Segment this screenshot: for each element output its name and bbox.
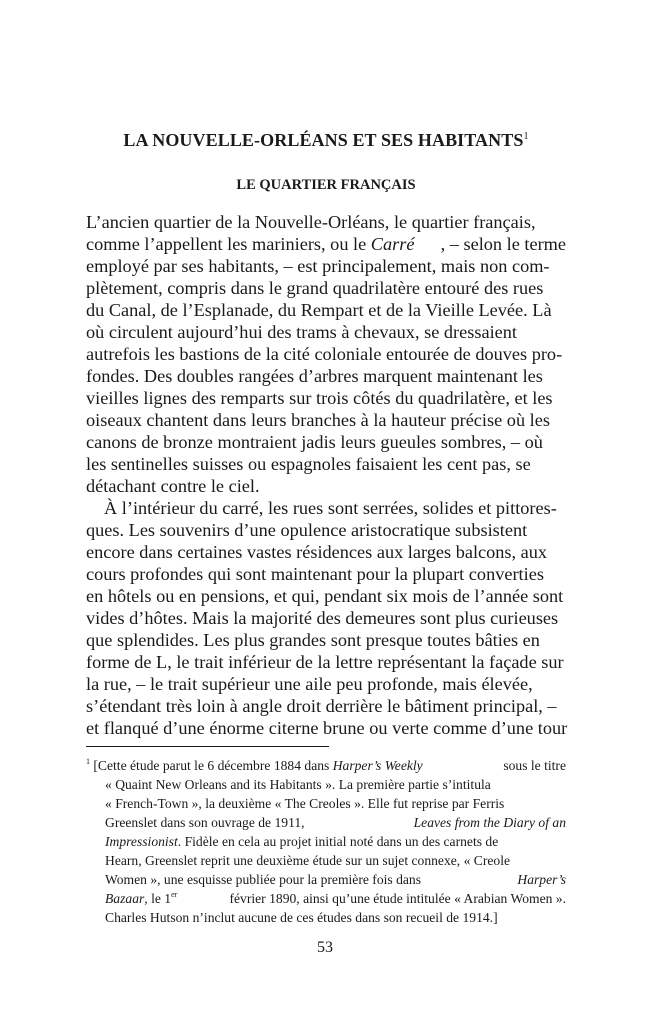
text-line xyxy=(86,211,566,233)
superscript: er xyxy=(171,890,178,899)
footnote-line xyxy=(86,775,566,794)
text-run: Charles Hutson n’inclut aucune de ces études dans son recueil de 1914.] xyxy=(105,910,498,925)
italic-title: Harper’s xyxy=(517,872,566,887)
text-run: sous le titre xyxy=(499,758,566,773)
text-run: en hôtels ou en pensions, et qui, pendant six mois de l’année sont xyxy=(86,586,564,606)
text-line xyxy=(86,387,566,409)
text-run: fondes. Des doubles rangées d’arbres marquent maintenant les xyxy=(86,366,543,386)
italic-title: Bazaar xyxy=(105,891,145,906)
text-line xyxy=(86,453,566,475)
text-line xyxy=(86,651,566,673)
text-run: Women », une esquisse publiée pour la première fois dans xyxy=(105,872,425,887)
italic-title: Leaves from the Diary of an xyxy=(413,815,566,830)
chapter-title-text: LA NOUVELLE-ORLÉANS ET SES HABITANTS xyxy=(123,130,524,150)
text-run: forme de L, le trait inférieur de la lettre représentant la façade sur xyxy=(86,652,564,672)
text-line xyxy=(86,519,566,541)
footnote-number xyxy=(86,756,423,775)
italic-title: Harper’s Weekly xyxy=(332,758,423,773)
text-run: et flanqué d’une énorme citerne brune ou verte comme d’une tour xyxy=(86,718,568,738)
footnote-line xyxy=(86,870,566,889)
text-line xyxy=(86,475,566,497)
text-line xyxy=(86,365,566,387)
text-line xyxy=(86,233,566,255)
footnote-line xyxy=(86,908,566,927)
footnote-marker: 1 xyxy=(86,757,90,766)
footnote-run xyxy=(105,832,498,851)
text-line xyxy=(86,607,566,629)
text-run: oiseaux chantent dans leurs branches à la hauteur précise où les xyxy=(86,410,550,430)
text-line xyxy=(86,585,566,607)
text-line xyxy=(86,717,566,739)
text-run: L’ancien quartier de la Nouvelle-Orléans, le quartier français, xyxy=(86,212,536,232)
text-line xyxy=(86,541,566,563)
text-run: « Quaint New Orleans and its Habitants ». La première partie s’intitula xyxy=(105,777,491,792)
text-run: comme l’appellent les mariniers, ou le xyxy=(86,234,371,254)
text-line xyxy=(86,695,566,717)
body-text xyxy=(86,211,566,739)
text-line xyxy=(86,343,566,365)
text-run: [Cette étude parut le 6 décembre 1884 dans xyxy=(93,758,333,773)
text-line xyxy=(86,255,566,277)
text-line xyxy=(86,563,566,585)
text-run: détachant contre le ciel. xyxy=(86,476,260,496)
text-line xyxy=(86,409,566,431)
text-run: les sentinelles suisses ou espagnoles faisaient les cent pas, se xyxy=(86,454,531,474)
text-run: , le 1 xyxy=(144,891,172,906)
text-run: février 1890, ainsi qu’une étude intitulée « Arabian Women ». xyxy=(226,891,566,906)
italic-term: Carré xyxy=(370,234,415,254)
text-run: vieilles lignes des remparts sur trois côtés du quadrilatère, et les xyxy=(86,388,553,408)
footnote-line xyxy=(86,756,566,775)
text-run: Hearn, Greenslet reprit une deuxième étude sur un sujet connexe, « Creole xyxy=(105,853,511,868)
text-run: « French-Town », la deuxième « The Creoles ». Elle fut reprise par Ferris xyxy=(105,796,505,811)
text-run: vides d’hôtes. Mais la majorité des demeures sont plus curieuses xyxy=(86,608,559,628)
text-run: plètement, compris dans le grand quadrilatère entouré des rues xyxy=(86,278,544,298)
text-run: s’étendant très loin à angle droit derrière le bâtiment principal, – xyxy=(86,696,557,716)
footnote-line xyxy=(86,832,566,851)
page-number: 53 xyxy=(317,939,333,956)
text-line xyxy=(86,673,566,695)
text-run: À l’intérieur du carré, les rues sont serrées, solides et pittores- xyxy=(104,498,557,518)
text-line xyxy=(86,629,566,651)
text-run: encore dans certaines vastes résidences aux larges balcons, aux xyxy=(86,542,548,562)
chapter-title xyxy=(86,130,566,151)
text-run: Greenslet dans son ouvrage de 1911, xyxy=(105,815,308,830)
text-run: canons de bronze montraient jadis leurs gueules sombres, – où xyxy=(86,432,543,452)
text-run: la rue, – le trait supérieur une aile peu profonde, mais élevée, xyxy=(86,674,533,694)
text-run: que splendides. Les plus grandes sont presque toutes bâties en xyxy=(86,630,540,650)
text-run: , – selon le terme xyxy=(440,234,566,254)
text-run: autrefois les bastions de la cité coloniale entourée de douves pro- xyxy=(86,344,563,364)
footnote-line xyxy=(86,889,566,908)
text-run: cours profondes qui sont maintenant pour la plupart converties xyxy=(86,564,544,584)
footnote-divider xyxy=(86,746,329,747)
footnote-line xyxy=(86,794,566,813)
text-line xyxy=(86,299,566,321)
text-line xyxy=(86,431,566,453)
text-line xyxy=(86,277,566,299)
footnote-run xyxy=(105,889,177,908)
footnote xyxy=(86,756,566,927)
text-run: . Fidèle en cela au projet initial noté dans un des carnets de xyxy=(177,834,499,849)
text-run: ques. Les souvenirs d’une opulence aristocratique subsistent xyxy=(86,520,528,540)
italic-title: Impressionist xyxy=(105,834,178,849)
text-line xyxy=(86,497,566,519)
footnote-line xyxy=(86,813,566,832)
footnote-reference: 1 xyxy=(523,131,529,142)
text-run: du Canal, de l’Esplanade, du Rempart et de la Vieille Levée. Là xyxy=(86,300,552,320)
chapter-subtitle: LE QUARTIER FRANÇAIS xyxy=(236,177,416,193)
text-run: employé par ses habitants, – est principalement, mais non com- xyxy=(86,256,550,276)
text-line xyxy=(86,321,566,343)
footnote-line xyxy=(86,851,566,870)
text-run: où circulent aujourd’hui des trams à chevaux, se dressaient xyxy=(86,322,517,342)
